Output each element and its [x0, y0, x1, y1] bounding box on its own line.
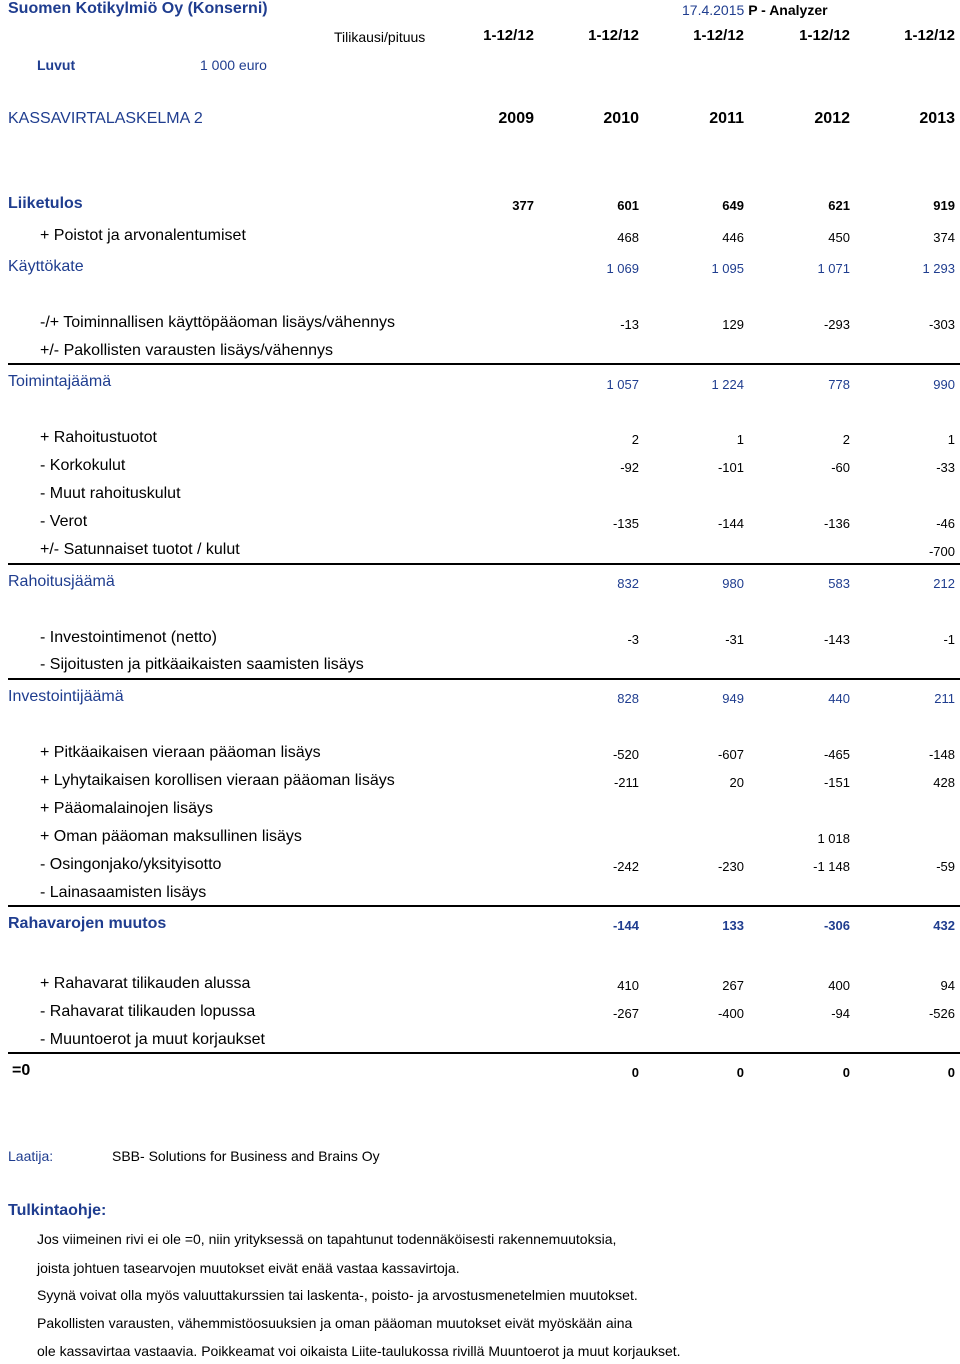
row-label-lopussa: - Rahavarat tilikauden lopussa	[40, 1003, 256, 1020]
row-label-alussa: + Rahavarat tilikauden alussa	[40, 975, 251, 992]
row-label-muut-rahoituskulut: - Muut rahoituskulut	[40, 485, 181, 502]
cell: -306	[823, 918, 850, 933]
row-label-rahavarojen-muutos: Rahavarojen muutos	[8, 915, 167, 932]
report-title: KASSAVIRTALASKELMA 2	[8, 110, 203, 127]
cell: -293	[823, 317, 850, 332]
cell: 621	[828, 198, 850, 213]
cell: -60	[831, 460, 850, 475]
instruction-line: joista johtuen tasearvojen muutokset eivät enää vastaa kassavirtoja.	[37, 1260, 460, 1276]
row-label-muuntoerot: - Muuntoerot ja muut korjaukset	[40, 1031, 265, 1048]
cell: 400	[828, 978, 850, 993]
instruction-line: Pakollisten varausten, vähemmistöosuuksien ja oman pääoman muutokset eivät myöskään aina	[37, 1315, 633, 1331]
cell: 583	[828, 576, 850, 591]
units-label: Luvut	[37, 57, 76, 73]
cell: -101	[717, 460, 744, 475]
cell: 94	[940, 978, 955, 993]
year-5: 2013	[919, 110, 955, 127]
cell: 980	[722, 576, 744, 591]
units-value: 1 000 euro	[200, 57, 267, 73]
period-3: 1-12/12	[693, 27, 744, 44]
cell: 374	[933, 230, 955, 245]
cell: 601	[617, 198, 639, 213]
instruction-line: Syynä voivat olla myös valuuttakurssien tai laskenta-, poisto- ja arvostusmenetelmien muutokset.	[37, 1287, 638, 1303]
cell: -520	[612, 747, 639, 762]
cell: -400	[717, 1006, 744, 1021]
instructions-title: Tulkintaohje:	[8, 1202, 107, 1219]
row-label-korkokulut: - Korkokulut	[40, 457, 126, 474]
cell: -1 148	[813, 859, 850, 874]
cell: 0	[631, 1065, 639, 1080]
year-2: 2010	[603, 110, 639, 127]
cell: -144	[717, 516, 744, 531]
row-label-satunnaiset: +/- Satunnaiset tuotot / kulut	[40, 541, 240, 558]
cell: 990	[933, 377, 955, 392]
cell: -144	[612, 918, 639, 933]
divider	[8, 678, 960, 680]
row-label-rahoitustuotot: + Rahoitustuotot	[40, 429, 157, 446]
cell: -230	[717, 859, 744, 874]
year-1: 2009	[498, 110, 534, 127]
period-5: 1-12/12	[904, 27, 955, 44]
cell: -46	[936, 516, 955, 531]
row-label-investointimenot: - Investointimenot (netto)	[40, 629, 217, 646]
cell: -1	[943, 632, 955, 647]
period-2: 1-12/12	[588, 27, 639, 44]
cell: 432	[933, 918, 955, 933]
cell: 1 057	[606, 377, 639, 392]
cell: -33	[936, 460, 955, 475]
cell: 450	[828, 230, 850, 245]
row-label-toimintajaama: Toimintajäämä	[8, 373, 112, 390]
cell: 20	[729, 775, 744, 790]
cell: 0	[947, 1065, 955, 1080]
cell: 1 095	[711, 261, 744, 276]
row-label-liiketulos: Liiketulos	[8, 195, 83, 212]
divider	[8, 363, 960, 365]
author-label: Laatija:	[8, 1148, 54, 1164]
cell: 2	[842, 432, 850, 447]
cell: -211	[613, 775, 639, 790]
cell: 949	[722, 691, 744, 706]
instruction-line: Jos viimeinen rivi ei ole =0, niin yrityksessä on tapahtunut todennäköisesti rakennemuutoksia,	[37, 1231, 617, 1247]
cell: -700	[928, 544, 955, 559]
cell: 440	[828, 691, 850, 706]
product-name: P - Analyzer	[748, 2, 828, 18]
row-label-osingonjako: - Osingonjako/yksityisotto	[40, 856, 222, 873]
cell: 1 071	[817, 261, 850, 276]
row-label-investointijaama: Investointijäämä	[8, 688, 124, 705]
cell: -94	[831, 1006, 850, 1021]
cell: 267	[722, 978, 744, 993]
report-date: 17.4.2015	[682, 2, 745, 18]
report-date-product	[682, 2, 828, 18]
divider	[8, 1052, 960, 1054]
cell: 919	[933, 198, 955, 213]
row-label-oman-paaoman: + Oman pääoman maksullinen lisäys	[40, 828, 302, 845]
cell: -151	[823, 775, 850, 790]
cell: 446	[722, 230, 744, 245]
cell: 1 018	[817, 831, 850, 846]
row-label-rahoitusjaama: Rahoitusjäämä	[8, 573, 115, 590]
cell: -465	[823, 747, 850, 762]
cell: 2	[631, 432, 639, 447]
row-label-lyhytaikaisen: + Lyhytaikaisen korollisen vieraan pääoman lisäys	[40, 772, 395, 789]
cell: 1	[947, 432, 955, 447]
company-title: Suomen Kotikylmiö Oy (Konserni)	[8, 0, 268, 17]
cell: 212	[933, 576, 955, 591]
instruction-line: ole kassavirtaa vastaavia. Poikkeamat voi oikaista Liite-taulukossa rivillä Muuntoerot ja muut korjaukset.	[37, 1343, 681, 1359]
row-label-poistot: + Poistot ja arvonalentumiset	[40, 227, 246, 244]
cell: 1 224	[711, 377, 744, 392]
period-label: Tilikausi/pituus	[334, 29, 426, 45]
cell: -143	[823, 632, 850, 647]
cell: 832	[617, 576, 639, 591]
row-label-verot: - Verot	[40, 513, 88, 530]
cell: 649	[722, 198, 744, 213]
cell: -136	[823, 516, 850, 531]
cell: -31	[725, 632, 744, 647]
cell: -148	[928, 747, 955, 762]
cell: 778	[828, 377, 850, 392]
cell: -135	[612, 516, 639, 531]
row-label-lainasaamisten: - Lainasaamisten lisäys	[40, 884, 207, 901]
year-4: 2012	[814, 110, 850, 127]
cell: 1 069	[606, 261, 639, 276]
row-label-pitkaaikaisen: + Pitkäaikaisen vieraan pääoman lisäys	[40, 744, 321, 761]
cell: -607	[717, 747, 744, 762]
row-label-kayttopaaoma: -/+ Toiminnallisen käyttöpääoman lisäys/vähennys	[40, 314, 396, 331]
cell: -3	[627, 632, 639, 647]
divider	[8, 905, 960, 907]
year-3: 2011	[709, 110, 744, 127]
cell: 1	[736, 432, 744, 447]
divider	[8, 563, 960, 565]
cell: -526	[928, 1006, 955, 1021]
row-label-kayttokate: Käyttökate	[8, 258, 84, 275]
cell: 133	[722, 918, 744, 933]
cell: 410	[617, 978, 639, 993]
cell: -92	[620, 460, 639, 475]
cell: 0	[842, 1065, 850, 1080]
cell: 1 293	[922, 261, 955, 276]
cell: -13	[620, 317, 639, 332]
cell: 0	[736, 1065, 744, 1080]
cell: 828	[617, 691, 639, 706]
cell: 428	[933, 775, 955, 790]
cell: -267	[612, 1006, 639, 1021]
row-label-nolla: =0	[12, 1062, 31, 1079]
cell: -303	[928, 317, 955, 332]
cell: 211	[934, 691, 955, 706]
row-label-sijoitusten: - Sijoitusten ja pitkäaikaisten saamisten lisäys	[40, 656, 364, 673]
cell: -242	[612, 859, 639, 874]
row-label-pakollisten: +/- Pakollisten varausten lisäys/vähennys	[40, 342, 334, 359]
cell: 377	[512, 198, 534, 213]
cell: 468	[617, 230, 639, 245]
row-label-paaomalainojen: + Pääomalainojen lisäys	[40, 800, 213, 817]
period-1: 1-12/12	[483, 27, 534, 44]
period-4: 1-12/12	[799, 27, 850, 44]
cell: 129	[722, 317, 744, 332]
cell: -59	[936, 859, 955, 874]
author-value: SBB- Solutions for Business and Brains Oy	[112, 1148, 380, 1164]
